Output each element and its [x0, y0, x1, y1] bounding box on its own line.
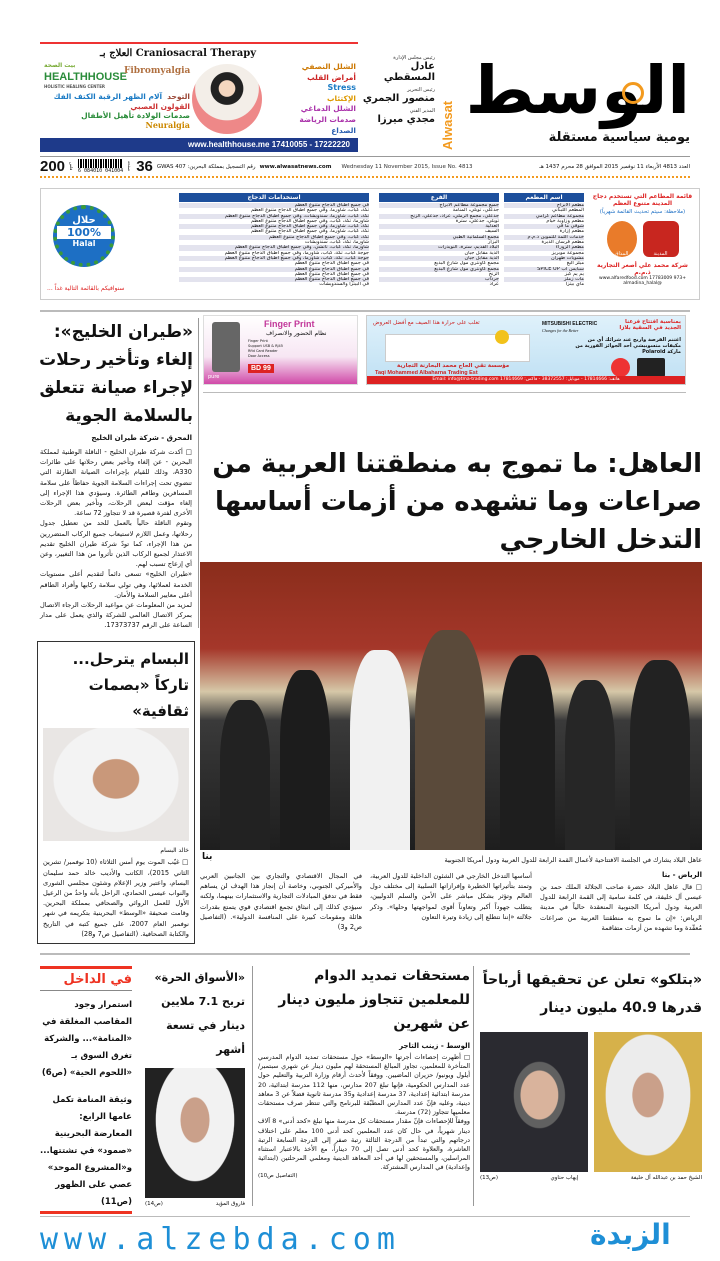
ad-term: الشلل النصفي — [301, 62, 356, 71]
free-markets-headline[interactable]: «الأسواق الحرة» تربح 7.1 ملايين دينار في تسعة أشهر — [154, 971, 245, 1056]
table-cell: في جميع أطباق الدجاج متنوع العظم — [179, 203, 369, 208]
table-cell: البلاد القديم، سترة، النويدرات — [379, 245, 499, 250]
table-cell: جدعلي، توبلي، المنامة — [452, 208, 499, 214]
table-cell: مطعم الأبراج — [504, 203, 584, 208]
table-cell: السيف — [484, 229, 499, 235]
feature-list — [248, 339, 283, 359]
ad-offer-details: اغتنم الفرصة واربح عند شرائك أي من مكيفات متسوبيشي أحد الجوائز الفورية من ماركة Polaroid — [575, 337, 681, 355]
table-cell: مطعم إزارة — [559, 229, 584, 235]
editor-role: المدير الفني — [409, 108, 435, 114]
main-headline[interactable]: العاهل: ما تموج به منطقتنا العربية من صراعات وما تشهده من أزمات أساسها التدخل الخارجي — [212, 449, 702, 555]
bassam-box — [37, 641, 195, 944]
branch-column — [379, 193, 499, 288]
paragraph: □ أكدت شركة طيران الخليج - الناقلة الوطنية لمملكة البحرين - عن إلغاء وتأخير بعض رحلاتها على طائرات A330، وذلك للقيام بإجراءات الصيانة الطارئة التي تنضوي تحت إجراءات السلامة الجوية حفاظاً على سلامة المسافرين وطاقم الطائرة. وسيؤدي هذا الإجراء إلى إلغاء مؤقت لبعض الرحلات، وتأخير بعض الرحلات الأخرى لفترة قصيرة قد لا تتجاوز 72 ساعة. — [40, 448, 192, 518]
feature: Door Access — [248, 354, 270, 358]
table-cell: الدية مقابل جيان — [379, 256, 499, 261]
details-ref: (التفاصيل ص10) — [258, 1172, 298, 1179]
brand-logo: pure — [208, 374, 220, 380]
table-cell: مجموعة مطاعم كرامي — [504, 214, 584, 219]
inside-box — [40, 966, 132, 1214]
table-cell: شوفي ما في — [504, 224, 584, 229]
table-cell: في جميع أطباق الدجاج متنوع العظم — [294, 261, 369, 267]
contact-bar: هاتف: 17814666 - موبايل: 38372557 - فاكس: 17814669 Email: info@tma-trading.com — [367, 376, 685, 384]
table-cell: جرداب — [379, 277, 499, 282]
ad-title: قائمة المطاعم التي تستخدم دجاج المدينة متنوع العظم — [592, 193, 693, 207]
editor-name: مجدي ميرزا — [377, 114, 435, 125]
table-cell: تكة، كباب، شاورما، وفي جميع أطباق الدجاج متنوع العظم — [250, 229, 369, 235]
inside-title: في الداخل — [40, 966, 132, 991]
brand-logo: HEALTHHOUSE — [44, 71, 127, 83]
ad-headline: بمناسبة افتتاح فرعنا الجديد في السقية بلازا — [619, 319, 681, 331]
ihab-photo — [480, 1032, 588, 1172]
table-cell: العدلية — [379, 224, 499, 229]
table-cell: خدمات اللمة للتموين ذ.م.م — [504, 235, 584, 240]
column-header: الفرع — [379, 193, 499, 202]
byline: الوسط - زينب التاجر — [399, 1042, 470, 1050]
table-cell: في جميع أطباق الدجاج متنوع العظم — [179, 277, 369, 282]
price-unit: فلس — [69, 162, 75, 171]
company-contact: +973 17783009 www.alfaredfood.com — [599, 276, 686, 281]
mitsubishi-ad[interactable] — [366, 315, 686, 385]
table-cell: ميلز أليغ — [566, 261, 584, 267]
table-cell: مجموعة موبريز — [551, 250, 584, 256]
table-cell: مطعم فرسان الديرة — [541, 240, 584, 246]
batelco-story — [480, 966, 702, 1181]
ad-title: Finger Print — [264, 319, 315, 329]
gulf-air-headline[interactable]: «طيران الخليج»: إلغاء وتأخير رحلات لإجراء صيانة تتعلق بالسلامة الجوية — [39, 322, 193, 426]
faruq-photo — [145, 1068, 245, 1198]
main-column-3: في المجال الاقتصادي والتجاري بين الجانبين العربي والأميركي الجنوبي، وخاصة أن إنجاز هذا الهدف لن يساهم فقط في تدفق المبادلات التجارية والاستثمارات بينهما، ولكنه سيؤدي كذلك إلى انبثاق تجمع اقتصادي قوي يتمتع بقدرات هائلة ومقومات كبيرة على المنافسة الدولية». (التفاصيل ص2 و3) — [200, 872, 362, 932]
ad-terms-right — [266, 62, 356, 136]
table-cell: تكة، كباب، شاورما، وفي جميع أطباق الدجاج متنوع العظم — [250, 208, 369, 214]
ad-term: آلام الظهر الرقبة الكتف الفك — [53, 92, 163, 101]
ad-contact: www.healthhouse.me 17410055 - 17222220 — [40, 138, 358, 152]
footer-url[interactable]: www.alzebda.com — [40, 1222, 401, 1257]
badge-ar: حلال — [72, 215, 96, 226]
table-cell: توبلي، جدعلي، سترة — [455, 218, 499, 224]
company-social: @almadina_halal — [623, 281, 662, 286]
paragraph: ووفقاً للإحصاءات فإنّ مقدار مستحقات كل مدرسة منها تبلغ «كحد أدنى» 8 آلاف دينار شهرياً، في حال كان عدد المعلمين كحد أدنى 100 معلم على اختلاف درجاتهم والتي تبدأ من الدرجة الثالثة رتبة صفر إلى الدرجة السابعة الرتبة العاشرة، والعلاوة كحد أدنى تصل إلى 70 ديناراً، مع الأخذ بالاعتبار استثناء المراسلين، والمستحقين لها في أحد المعاهد الدينية ومعلمي المرحلتين (ابتدائية وإعدادية) في المدارس المشتركة. — [258, 1117, 470, 1172]
newspaper-logo-latin: Alwasat — [440, 100, 455, 150]
table-cell: الدية مقابل جيان — [464, 250, 499, 256]
badge-en: Halal — [72, 239, 96, 248]
table-cell: مجمع السلمانية الطبي — [379, 235, 499, 240]
table-cell: الزنج — [488, 271, 499, 277]
table-cell: في البيتزا والسندويشات — [319, 282, 369, 288]
restaurant-column — [504, 193, 584, 288]
gulf-air-article — [37, 430, 195, 631]
feature: Finger Print — [248, 339, 268, 343]
paragraph: وتقوم الناقلة حالياً بالعمل للحد من تعطيل جدول رحلاتها، وعمل اللازم لاستيعاب جميع الركاب المتضررين من هذا الإجراء، كما تودّ شركة طيران الخليج تقديم الاعتذار لجميع الركاب الذين تأثروا من هذا التغيير، وعن أي إزعاج تسبب لهم. — [40, 519, 192, 569]
column-header: اسم المطعم — [504, 193, 584, 202]
editor-name: منصور الجمري — [362, 93, 435, 104]
free-markets-story — [145, 966, 245, 1207]
feature: Support USB & RJ45 — [248, 344, 284, 348]
table-cell: مجمع كاونتري مول شارع البديع — [379, 267, 499, 272]
bassam-headline[interactable]: البسام يترحل... تاركاً «بصمات ثقافية» — [72, 649, 189, 720]
table-cell: شاورما، تكة، كباب، وفي جميع أطباق الدجاج متنوع العظم — [250, 218, 369, 224]
table-cell: عراد — [489, 282, 499, 288]
table-cell: تكة، كباب، شاورما، سندويشات، وفي جميع أطباق الدجاج متنوع العظم — [179, 214, 369, 219]
ad-term: القولون العصبي — [130, 101, 190, 111]
paragraph: □ قال عاهل البلاد حضرة صاحب الجلالة الملك حمد بن عيسى آل خليفة، في كلمة سامية إلى القمة الرابعة للدول العربية ودول أمريكا الجنوبية المنعقدة حالياً في مدينة الرياض: «إن ما تموج به منطقتنا العربية من صراعات مُعقّدة وما تشهده من أزمات متفاقمة — [540, 883, 702, 932]
summit-photo — [200, 562, 702, 850]
page-ref: (ص13) — [480, 1175, 498, 1181]
table-cell: سبايس أب SPICE UP — [504, 267, 584, 272]
ad-subtitle: نظام الحضور والانصراف — [266, 330, 327, 337]
ad-term: صدمات الرياضة — [299, 114, 356, 124]
feature: Rfid Card Reader — [248, 349, 278, 353]
date-english: Wednesday 11 November 2015, Issue No. 4813 — [341, 163, 473, 170]
madina-logo: المدينة — [643, 221, 679, 257]
registration: رقم التسجيل بمملكة البحرين: GWAS 407 — [156, 163, 256, 170]
photo-caption: إيهاب حناوي — [550, 1175, 579, 1181]
ad-term: Neuralgia — [145, 119, 190, 130]
ad-terms-left — [42, 92, 190, 130]
pages-label: صفحة — [127, 161, 133, 172]
table-cell: يم يم كبز — [564, 271, 584, 277]
table-cell: في جميع أطباق الدجاج متنوع العظم — [179, 267, 369, 272]
table-cell: مات زملز — [504, 277, 584, 282]
date-arabic: العدد 4813 الأربعاء 11 نوفمبر 2015 الموافق 28 محرم 1437 هـ — [539, 163, 690, 170]
teachers-story — [258, 964, 470, 1179]
main-column-1 — [540, 871, 702, 933]
uses-column — [179, 193, 369, 288]
website-link[interactable]: www.alwasatnews.com — [259, 163, 332, 170]
healthhouse-ad[interactable] — [40, 42, 358, 152]
tagline: يومية سياسية مستقلة — [548, 130, 690, 145]
camera-image — [611, 358, 630, 377]
table-cell: المطعم اللبناني — [552, 208, 584, 214]
table-cell: مشويات طهران — [504, 256, 584, 261]
table-cell: شاورما، تكة، كباب، تاتشي، وفي جميع أطباق الدجاج متنوع العظم — [179, 245, 369, 250]
brand-ar: بيت الصحة — [44, 62, 76, 69]
photo-caption: الشيخ حمد بن عبدالله آل خليفة — [630, 1175, 702, 1181]
editor-role: رئيس التحرير — [407, 87, 435, 93]
badge-percent: 100% — [57, 226, 111, 239]
barcode: 6 084010 041004 — [78, 159, 123, 174]
table-cell: في جميع أطباق الدجاج متنوع العظم — [294, 271, 369, 277]
ad-term: أمراض القلب — [307, 72, 356, 82]
issue-info-bar — [40, 156, 690, 178]
inside-item[interactable]: استمرار وجود المقاصب المغلقة في «المنامة»... والشركة تغرق السوق بـ «اللحوم الحية» (ص6) — [41, 1000, 132, 1078]
table-cell: جوجة كباب، تكة، كباب، شاورما، وفي جميع أطباق الدجاج متنوع العظم — [224, 250, 369, 256]
editors-block — [360, 55, 435, 129]
company-en: Taqi Mohammed Albaharna Trading Est — [375, 370, 478, 376]
photo-caption: فاروق المؤيد — [215, 1201, 245, 1207]
ad-term: الصداع — [331, 125, 356, 135]
ad-term: الإكتئاب — [327, 93, 356, 103]
paragraph: □ أظهرت إحصاءات أجرتها «الوسط» حول مستحقات تمديد الدوام المدرسي المتأخرة للمعلمين، تجاوز المبالغ المستحقة لهم مليون دينار عن شهري سبتمبر/ أيلول ويونيو/ حزيران الماضيين. ووفقاً لأحدث أرقام وزارة التربية والتعليم حول عدد المدارس الحكومية، فإنها تبلغ 207 مدارس، منها 112 مدرسة ابتدائية، 20 مدرسة ابتدائية إعدادية، 37 مدرسة إعدادية و35 مدرسة ثانوية فضلاً عن 3 معاهد دينية، وعليه فإنّ عدد المدارس المطبّقة للبرنامج والتي تنتظر صرف مستحقات معلميها تتجاوز (72) مدرسة. — [258, 1053, 470, 1117]
table-cell: ماي بيتزا — [565, 282, 584, 288]
table-cell: جدعلي، مجمع الرملي، عراد، جدعلي، الزنج — [379, 214, 499, 219]
left-column — [37, 318, 195, 944]
byline: المحرق - شركة طيران الخليج — [91, 434, 192, 442]
table-cell: مجمع كاونتري مول شارع البديع — [434, 261, 499, 267]
therapy-photo — [192, 64, 262, 134]
table-cell: مطعم الزوراء — [504, 245, 584, 250]
newspaper-logo: الوسط — [465, 52, 690, 129]
table-cell: تكة، كباب، وفي جميع أطباق الدجاج متنوع العظم — [179, 235, 369, 240]
sheikh-photo — [594, 1032, 702, 1172]
company-name: شركة محمد علي أصغر التجارية ذ.م.م — [597, 262, 688, 276]
page-ref: (ص14) — [145, 1201, 163, 1207]
teachers-headline[interactable]: مستحقات تمديد الدوام للمعلمين تتجاوز مليون دينار عن شهرين — [278, 968, 470, 1032]
table-cell: تكة، كباب، شاورما، وفي جميع أطباق الدجاج متنوع العظم — [179, 224, 369, 229]
company-ar: مؤسسة تقي الحاج محمد البحارنة التجارية — [397, 363, 510, 369]
ad-term: صدمات الولادة تأهيل الأطفال — [81, 111, 190, 120]
slogan: Changes for the Better — [542, 328, 579, 333]
more-note: سنوافيكم بالقائمة التالية غداً ... — [47, 285, 125, 292]
batelco-headline[interactable]: «بتلكو» تعلن عن تحقيقها أرباحاً قدرها 40.9 مليون دينار — [482, 972, 702, 1016]
column-header: استخدامات الدجاج — [179, 193, 369, 202]
ad-term: Fibromyalgia — [124, 66, 191, 76]
award-icon — [495, 330, 509, 344]
ad-term: Stress — [327, 83, 356, 93]
editor-role: رئيس مجلس الإدارة — [393, 55, 435, 61]
globe-icon — [622, 82, 644, 104]
paragraph: لمزيد من المعلومات عن مواعيد الرحلات الرجاء الاتصال بمركز الاتصال العالمي للشركة والذي يعمل على مدار الساعة على الرقم 17373737. — [40, 601, 192, 630]
main-column-2: أساسها التدخل الخارجي في الشئون الداخلية للدول العربية، وتمتد بتأثيراتها الخطيرة وإفرازاتها السلبية إلى مختلف دول العالم وتؤثر بشكل مباشر على الأمن والسلم الدوليين، يتطلب جهوداً أكبر وتعاوناً أقوى لمواجهتها وحلها». وذكر جلالته «إننا نتطلع إلى زيادة وتيرة التعاون — [370, 872, 532, 921]
table-cell: جميع مجموعة مطاعم الأبراج — [379, 203, 499, 208]
price: 200 — [40, 158, 66, 175]
price-tag: BD 99 — [248, 364, 274, 373]
table-cell: شاورما، تكة، كباب، سندويشات — [304, 240, 369, 246]
halal-badge — [53, 205, 115, 267]
page-count: 36 — [136, 158, 153, 175]
inside-item[interactable]: وثيقة المنامة تكمل عامها الرابع: المعارضة البحرينية «صمود» في تشتتها... و«المشروع الموحد» عصي على الظهور (ص11) — [40, 1092, 132, 1214]
ad-note: (ملاحظة: سيتم تحديث القائمة شهرياً) — [599, 209, 686, 215]
brand-sub: HOLISTIC HEALING CENTER — [44, 84, 106, 89]
table-cell: جوجة كباب، تكة، كباب، شاورما، وفي جميع أطباق الدجاج متنوع العظم — [179, 256, 369, 261]
footer-logo: الزبدة — [590, 1218, 671, 1251]
bassam-photo — [43, 728, 189, 842]
halal-restaurants-ad[interactable] — [40, 188, 700, 300]
photo-caption: عاهل البلاد يشارك في الجلسة الافتتاحية لأعمال القمة الرابعة للدول العربية ودول أمريكا الجنوبية — [444, 856, 702, 864]
tablet-image — [637, 358, 665, 377]
ad-term: التوحد — [167, 92, 190, 101]
device-image — [212, 322, 240, 372]
paragraph: □ غيّب الموت يوم أمس الثلاثاء (10 نوفمبر/ تشرين الثاني 2015)، الكاتب والأديب خالد حمد سليمان البسام، واعتبر وزير الإعلام وشئون مجلسي الشورى والنواب عيسى الحمادي، الراحل بأنه واحدٌ من الرعيل الأول للعمل الروائي والصحافي بمملكة البحرين. وقامت صحيفة «الوسط» البحرينية بتكريمه في شهر نوفمبر العام 2007، على جميع كتبه في التاريخ والكتابة الصحافية. (التفاصيل ص7 و28) — [43, 858, 190, 938]
photo-caption: خالد البسام — [160, 847, 189, 855]
brand-logo: MITSUBISHI ELECTRIC — [542, 321, 598, 327]
ad-term: الشلل الدماغي — [300, 104, 356, 114]
editor-name: عادل المسقطي — [383, 61, 435, 83]
byline: الرياض - بنا — [662, 871, 702, 879]
paragraph: «طيران الخليج» تسعى دائماً لتقديم أعلى مستويات الخدمة لعملائها، وهي تولي سلامة ركابها وأفراد الطاقم أعلى معايير السلامة والأمان. — [40, 570, 192, 599]
ad-offer: تغلب على حرارة هذا الصيف مع أفضل العروض — [373, 320, 480, 326]
table-cell: مطعم وزاوية خيام — [546, 218, 584, 224]
mazaq-logo: المذاق — [607, 221, 637, 257]
table-cell: البزار — [488, 240, 499, 246]
ad-title: العلاج بـ Craniosacral Therapy — [100, 48, 257, 59]
photo-credit: بنا — [202, 852, 213, 862]
fingerprint-ad[interactable] — [203, 315, 358, 385]
